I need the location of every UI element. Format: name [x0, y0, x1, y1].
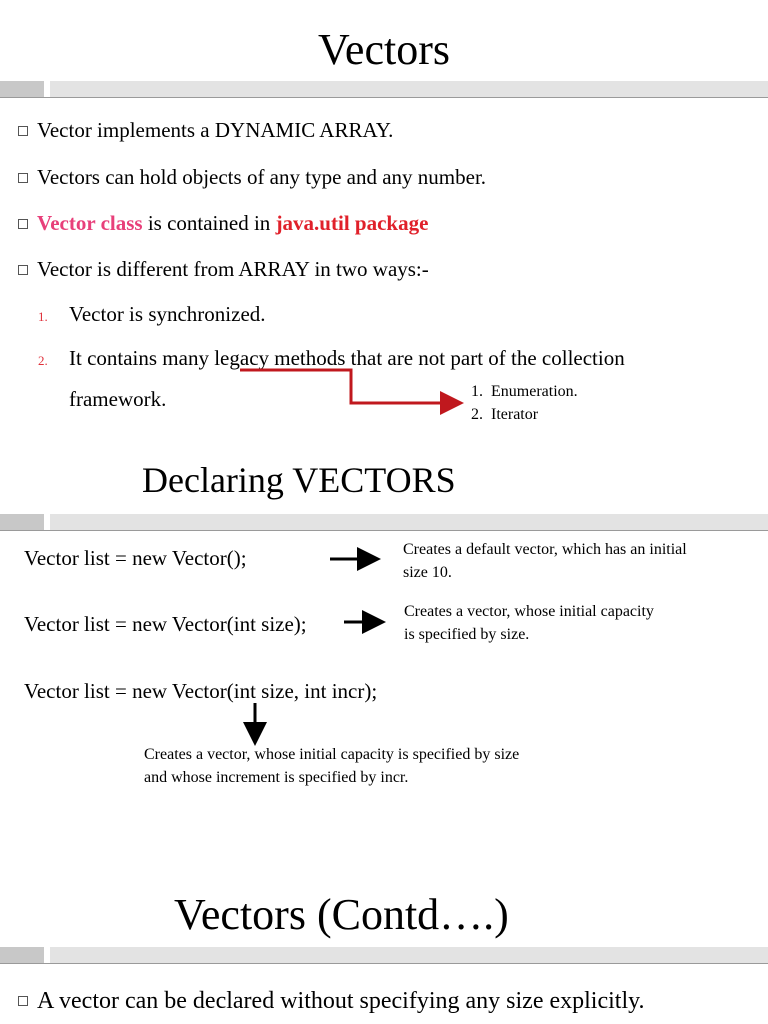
note-default-vector: Creates a default vector, which has an initial size 10.	[403, 541, 687, 581]
legacy-arrow-icon	[240, 370, 458, 403]
bullet-text-4: Vector is different from ARRAY in two ways:-	[37, 257, 429, 281]
slide2-title: Declaring VECTORS	[142, 460, 456, 500]
java-util-package-highlight: java.util package	[275, 211, 429, 235]
slide3-bullet-text: A vector can be declared without specifying any size explicitly.	[37, 988, 645, 1014]
declaration-size-incr: Vector list = new Vector(int size, int incr);	[24, 679, 378, 703]
declaration-size: Vector list = new Vector(int size);	[24, 612, 307, 636]
bullet-text-1: Vector implements a DYNAMIC ARRAY.	[37, 118, 394, 142]
legacy-item-enumeration: 1. Enumeration.	[471, 383, 578, 400]
slide3-title: Vectors (Contd….)	[174, 890, 509, 939]
legacy-item-iterator: 2. Iterator	[471, 406, 539, 423]
numbered-text-2-continued: framework.	[69, 387, 167, 411]
numbered-text-2: It contains many legacy methods that are not part of the collection	[69, 346, 625, 370]
bullet-text-2: Vectors can hold objects of any type and any number.	[37, 165, 487, 189]
numbered-marker-2: 2.	[38, 353, 48, 368]
note-size-incr-vector: Creates a vector, whose initial capacity is specified by size and whose increment is specified by incr.	[144, 746, 520, 786]
slide1-title: Vectors	[318, 25, 450, 74]
vector-class-highlight: Vector class	[37, 211, 143, 235]
numbered-marker-1: 1.	[38, 309, 48, 324]
note-size-vector: Creates a vector, whose initial capacity is specified by size.	[404, 603, 654, 643]
declaration-default: Vector list = new Vector();	[24, 546, 247, 570]
numbered-text-1: Vector is synchronized.	[69, 302, 266, 326]
bullet-text-3-middle: is contained in	[142, 211, 276, 235]
